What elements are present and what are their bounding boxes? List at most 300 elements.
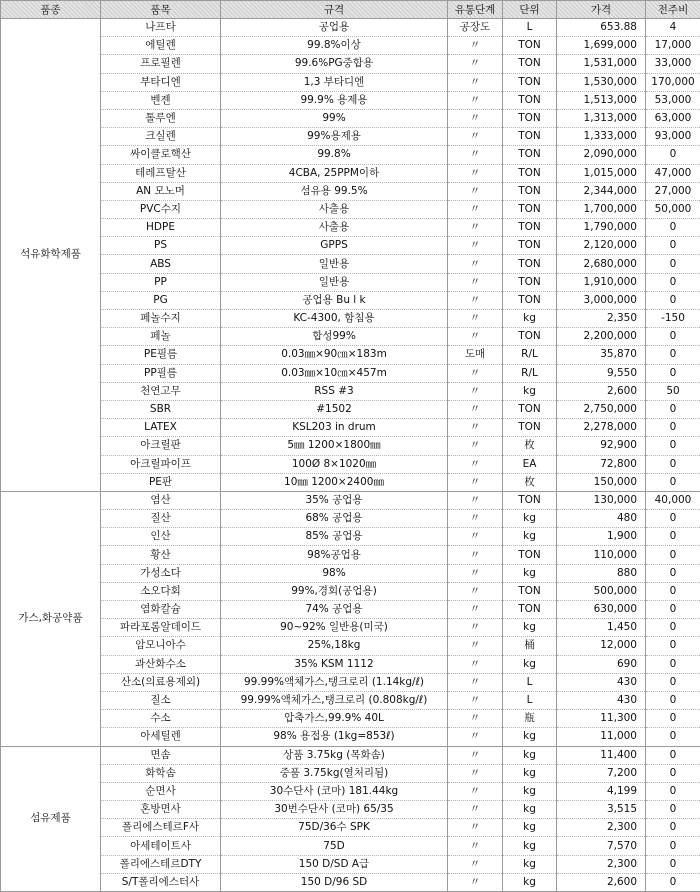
distribution-stage-cell: 〃	[448, 219, 503, 237]
spec-cell: 85% 공업용	[221, 528, 448, 546]
spec-cell: KC-4300, 함침용	[221, 310, 448, 328]
table-row	[1, 273, 700, 291]
table-row	[1, 346, 700, 364]
weekly-change-cell: -150	[646, 310, 700, 328]
distribution-stage-cell: 〃	[448, 837, 503, 855]
price-cell: 130,000	[557, 491, 646, 509]
weekly-change-cell: 0	[646, 582, 700, 600]
unit-cell: TON	[503, 200, 557, 218]
price-cell: 430	[557, 691, 646, 709]
item-name-cell: 아세틸렌	[101, 728, 221, 746]
distribution-stage-cell: 〃	[448, 801, 503, 819]
header-distribution-stage: 유통단계	[448, 1, 503, 19]
price-cell: 1,513,000	[557, 91, 646, 109]
weekly-change-cell: 0	[646, 510, 700, 528]
table-row	[1, 200, 700, 218]
spec-cell: 68% 공업용	[221, 510, 448, 528]
item-name-cell: 페놀수지	[101, 310, 221, 328]
distribution-stage-cell: 〃	[448, 673, 503, 691]
unit-cell: TON	[503, 255, 557, 273]
item-name-cell: 산소(의료용제외)	[101, 673, 221, 691]
distribution-stage-cell: 〃	[448, 182, 503, 200]
item-name-cell: 에틸렌	[101, 37, 221, 55]
weekly-change-cell: 50,000	[646, 200, 700, 218]
spec-cell: 150 D/96 SD	[221, 873, 448, 891]
weekly-change-cell: 0	[646, 655, 700, 673]
item-name-cell: 염산	[101, 491, 221, 509]
unit-cell: TON	[503, 73, 557, 91]
distribution-stage-cell: 〃	[448, 746, 503, 764]
unit-cell: kg	[503, 782, 557, 800]
table-row	[1, 109, 700, 127]
weekly-change-cell: 0	[646, 601, 700, 619]
item-name-cell: 가성소다	[101, 564, 221, 582]
unit-cell: TON	[503, 491, 557, 509]
item-name-cell: 아크릴판	[101, 437, 221, 455]
table-row	[1, 855, 700, 873]
price-cell: 2,090,000	[557, 146, 646, 164]
spec-cell: KSL203 in drum	[221, 419, 448, 437]
unit-cell: kg	[503, 510, 557, 528]
weekly-change-cell: 0	[646, 873, 700, 891]
weekly-change-cell: 53,000	[646, 91, 700, 109]
distribution-stage-cell: 〃	[448, 310, 503, 328]
distribution-stage-cell: 〃	[448, 728, 503, 746]
distribution-stage-cell: 〃	[448, 128, 503, 146]
weekly-change-cell: 0	[646, 455, 700, 473]
price-cell: 2,600	[557, 873, 646, 891]
unit-cell: TON	[503, 146, 557, 164]
item-name-cell: 부타디엔	[101, 73, 221, 91]
spec-cell: 99.9% 용제용	[221, 91, 448, 109]
weekly-change-cell: 4	[646, 19, 700, 37]
spec-cell: 공업용	[221, 19, 448, 37]
spec-cell: #1502	[221, 400, 448, 418]
spec-cell: 상품 3.75kg (목화솜)	[221, 746, 448, 764]
distribution-stage-cell: 도매	[448, 346, 503, 364]
price-cell: 1,699,000	[557, 37, 646, 55]
table-row	[1, 473, 700, 491]
weekly-change-cell: 0	[646, 237, 700, 255]
table-row	[1, 637, 700, 655]
distribution-stage-cell: 〃	[448, 637, 503, 655]
price-cell: 2,300	[557, 819, 646, 837]
price-cell: 7,570	[557, 837, 646, 855]
weekly-change-cell: 0	[646, 328, 700, 346]
price-cell: 2,200,000	[557, 328, 646, 346]
distribution-stage-cell: 〃	[448, 164, 503, 182]
price-cell: 2,680,000	[557, 255, 646, 273]
unit-cell: TON	[503, 109, 557, 127]
item-name-cell: 면솜	[101, 746, 221, 764]
distribution-stage-cell: 〃	[448, 764, 503, 782]
spec-cell: 1,3 부타디엔	[221, 73, 448, 91]
price-cell: 1,313,000	[557, 109, 646, 127]
distribution-stage-cell: 〃	[448, 382, 503, 400]
weekly-change-cell: 50	[646, 382, 700, 400]
price-cell: 2,344,000	[557, 182, 646, 200]
spec-cell: 99%	[221, 109, 448, 127]
table-row	[1, 564, 700, 582]
item-name-cell: 싸이클로핵산	[101, 146, 221, 164]
spec-cell: 일반용	[221, 255, 448, 273]
price-cell: 2,750,000	[557, 400, 646, 418]
item-name-cell: 혼방면사	[101, 801, 221, 819]
item-name-cell: PE필름	[101, 346, 221, 364]
unit-cell: TON	[503, 55, 557, 73]
weekly-change-cell: 0	[646, 764, 700, 782]
table-header-row	[1, 1, 700, 19]
item-name-cell: 페놀	[101, 328, 221, 346]
spec-cell: 합성99%	[221, 328, 448, 346]
item-name-cell: PP	[101, 273, 221, 291]
spec-cell: 90~92% 일반용(미국)	[221, 619, 448, 637]
unit-cell: R/L	[503, 364, 557, 382]
price-cell: 3,000,000	[557, 291, 646, 309]
item-name-cell: LATEX	[101, 419, 221, 437]
weekly-change-cell: 0	[646, 346, 700, 364]
price-cell: 11,000	[557, 728, 646, 746]
price-cell: 2,600	[557, 382, 646, 400]
unit-cell: TON	[503, 273, 557, 291]
item-name-cell: 파라포롬알데이드	[101, 619, 221, 637]
weekly-change-cell: 93,000	[646, 128, 700, 146]
unit-cell: kg	[503, 310, 557, 328]
unit-cell: kg	[503, 764, 557, 782]
price-cell: 72,800	[557, 455, 646, 473]
table-row	[1, 128, 700, 146]
item-name-cell: 폴리에스테르DTY	[101, 855, 221, 873]
table-row	[1, 746, 700, 764]
weekly-change-cell: 0	[646, 619, 700, 637]
spec-cell: 중품 3.75kg(열처리됨)	[221, 764, 448, 782]
unit-cell: TON	[503, 582, 557, 600]
unit-cell: kg	[503, 873, 557, 891]
price-cell: 430	[557, 673, 646, 691]
table-row	[1, 455, 700, 473]
item-name-cell: HDPE	[101, 219, 221, 237]
spec-cell: 98% 용접용 (1kg=853ℓ)	[221, 728, 448, 746]
spec-cell: 99.8%	[221, 146, 448, 164]
spec-cell: 99.99%액체가스,탱크로리 (0.808kg/ℓ)	[221, 691, 448, 709]
table-body	[1, 19, 700, 892]
item-name-cell: 벤젠	[101, 91, 221, 109]
table-row	[1, 619, 700, 637]
table-row	[1, 873, 700, 891]
item-name-cell: 천연고무	[101, 382, 221, 400]
spec-cell: 30수단사 (코마) 181.44kg	[221, 782, 448, 800]
weekly-change-cell: 0	[646, 364, 700, 382]
unit-cell: kg	[503, 382, 557, 400]
distribution-stage-cell: 〃	[448, 400, 503, 418]
weekly-change-cell: 0	[646, 437, 700, 455]
unit-cell: kg	[503, 528, 557, 546]
price-cell: 2,120,000	[557, 237, 646, 255]
table-row	[1, 764, 700, 782]
unit-cell: R/L	[503, 346, 557, 364]
table-row	[1, 528, 700, 546]
item-name-cell: AN 모노머	[101, 182, 221, 200]
unit-cell: TON	[503, 219, 557, 237]
header-weekly-change: 전주비	[646, 1, 700, 19]
header-category: 품종	[1, 1, 101, 19]
unit-cell: 枚	[503, 473, 557, 491]
table-row	[1, 237, 700, 255]
spec-cell: GPPS	[221, 237, 448, 255]
item-name-cell: 황산	[101, 546, 221, 564]
category-cell: 가스,화공약품	[1, 491, 101, 746]
unit-cell: kg	[503, 819, 557, 837]
item-name-cell: 질산	[101, 510, 221, 528]
item-name-cell: 인산	[101, 528, 221, 546]
weekly-change-cell: 0	[646, 746, 700, 764]
item-name-cell: SBR	[101, 400, 221, 418]
weekly-change-cell: 0	[646, 728, 700, 746]
unit-cell: kg	[503, 619, 557, 637]
item-name-cell: 아세테이트사	[101, 837, 221, 855]
unit-cell: 枚	[503, 437, 557, 455]
table-row	[1, 491, 700, 509]
item-name-cell: 테레프탈산	[101, 164, 221, 182]
item-name-cell: PE판	[101, 473, 221, 491]
unit-cell: L	[503, 691, 557, 709]
table-row	[1, 419, 700, 437]
unit-cell: L	[503, 673, 557, 691]
table-row	[1, 291, 700, 309]
item-name-cell: ABS	[101, 255, 221, 273]
distribution-stage-cell: 〃	[448, 873, 503, 891]
spec-cell: 0.03㎜×90㎝×183m	[221, 346, 448, 364]
item-name-cell: PS	[101, 237, 221, 255]
spec-cell: 75D	[221, 837, 448, 855]
unit-cell: TON	[503, 291, 557, 309]
table-row	[1, 37, 700, 55]
table-row	[1, 364, 700, 382]
price-cell: 92,900	[557, 437, 646, 455]
weekly-change-cell: 0	[646, 855, 700, 873]
table-row	[1, 819, 700, 837]
category-cell: 섬유제품	[1, 746, 101, 892]
weekly-change-cell: 0	[646, 473, 700, 491]
spec-cell: 98%	[221, 564, 448, 582]
table-row	[1, 219, 700, 237]
table-row	[1, 146, 700, 164]
distribution-stage-cell: 〃	[448, 782, 503, 800]
item-name-cell: 소오다회	[101, 582, 221, 600]
price-cell: 1,531,000	[557, 55, 646, 73]
price-cell: 480	[557, 510, 646, 528]
weekly-change-cell: 0	[646, 564, 700, 582]
distribution-stage-cell: 〃	[448, 491, 503, 509]
distribution-stage-cell: 〃	[448, 564, 503, 582]
header-spec: 규격	[221, 1, 448, 19]
table-row	[1, 437, 700, 455]
unit-cell: kg	[503, 746, 557, 764]
price-cell: 1,790,000	[557, 219, 646, 237]
table-row	[1, 310, 700, 328]
unit-cell: kg	[503, 855, 557, 873]
price-cell: 1,015,000	[557, 164, 646, 182]
distribution-stage-cell: 〃	[448, 710, 503, 728]
distribution-stage-cell: 〃	[448, 655, 503, 673]
distribution-stage-cell: 〃	[448, 37, 503, 55]
weekly-change-cell: 0	[646, 400, 700, 418]
table-row	[1, 728, 700, 746]
spec-cell: 30번수단사 (코마) 65/35	[221, 801, 448, 819]
table-row	[1, 655, 700, 673]
spec-cell: 75D/36수 SPK	[221, 819, 448, 837]
distribution-stage-cell: 〃	[448, 510, 503, 528]
weekly-change-cell: 0	[646, 837, 700, 855]
table-row	[1, 837, 700, 855]
table-row	[1, 400, 700, 418]
category-cell: 석유화학제품	[1, 19, 101, 492]
unit-cell: TON	[503, 37, 557, 55]
spec-cell: 98%공업용	[221, 546, 448, 564]
distribution-stage-cell: 〃	[448, 419, 503, 437]
spec-cell: 25%,18kg	[221, 637, 448, 655]
unit-cell: 桶	[503, 637, 557, 655]
weekly-change-cell: 33,000	[646, 55, 700, 73]
item-name-cell: 순면사	[101, 782, 221, 800]
spec-cell: 99.6%PG중합용	[221, 55, 448, 73]
weekly-change-cell: 0	[646, 146, 700, 164]
unit-cell: TON	[503, 328, 557, 346]
weekly-change-cell: 0	[646, 691, 700, 709]
weekly-change-cell: 0	[646, 819, 700, 837]
table-row	[1, 382, 700, 400]
table-row	[1, 710, 700, 728]
unit-cell: TON	[503, 91, 557, 109]
unit-cell: TON	[503, 601, 557, 619]
weekly-change-cell: 27,000	[646, 182, 700, 200]
distribution-stage-cell: 〃	[448, 437, 503, 455]
price-cell: 7,200	[557, 764, 646, 782]
price-cell: 1,900	[557, 528, 646, 546]
item-name-cell: 과산화수소	[101, 655, 221, 673]
spec-cell: 35% 공업용	[221, 491, 448, 509]
weekly-change-cell: 0	[646, 528, 700, 546]
table-row	[1, 601, 700, 619]
item-name-cell: 질소	[101, 691, 221, 709]
weekly-change-cell: 63,000	[646, 109, 700, 127]
distribution-stage-cell: 〃	[448, 819, 503, 837]
price-cell: 500,000	[557, 582, 646, 600]
price-cell: 2,300	[557, 855, 646, 873]
weekly-change-cell: 0	[646, 219, 700, 237]
unit-cell: L	[503, 19, 557, 37]
price-cell: 630,000	[557, 601, 646, 619]
price-cell: 4,199	[557, 782, 646, 800]
weekly-change-cell: 0	[646, 419, 700, 437]
distribution-stage-cell: 〃	[448, 73, 503, 91]
unit-cell: TON	[503, 237, 557, 255]
item-name-cell: 염화칼슘	[101, 601, 221, 619]
table-row	[1, 255, 700, 273]
item-name-cell: PVC수지	[101, 200, 221, 218]
item-name-cell: 폴리에스테르F사	[101, 819, 221, 837]
price-cell: 2,278,000	[557, 419, 646, 437]
spec-cell: 사출용	[221, 219, 448, 237]
price-cell: 2,350	[557, 310, 646, 328]
weekly-change-cell: 0	[646, 801, 700, 819]
price-cell: 1,910,000	[557, 273, 646, 291]
table-row	[1, 164, 700, 182]
distribution-stage-cell: 〃	[448, 364, 503, 382]
spec-cell: 0.03㎜×10㎝×457m	[221, 364, 448, 382]
unit-cell: kg	[503, 655, 557, 673]
unit-cell: kg	[503, 837, 557, 855]
weekly-change-cell: 40,000	[646, 491, 700, 509]
weekly-change-cell: 170,000	[646, 73, 700, 91]
spec-cell: 150 D/SD A급	[221, 855, 448, 873]
distribution-stage-cell: 〃	[448, 55, 503, 73]
spec-cell: 99.8%이상	[221, 37, 448, 55]
price-cell: 35,870	[557, 346, 646, 364]
unit-cell: kg	[503, 564, 557, 582]
distribution-stage-cell: 〃	[448, 237, 503, 255]
distribution-stage-cell: 〃	[448, 91, 503, 109]
item-name-cell: 톨루엔	[101, 109, 221, 127]
spec-cell: 35% KSM 1112	[221, 655, 448, 673]
table-row	[1, 582, 700, 600]
spec-cell: 99.99%액체가스,탱크로리 (1.14kg/ℓ)	[221, 673, 448, 691]
header-price: 가격	[557, 1, 646, 19]
header-unit: 단위	[503, 1, 557, 19]
table-row	[1, 546, 700, 564]
table-row	[1, 510, 700, 528]
price-cell: 150,000	[557, 473, 646, 491]
item-name-cell: 아크릴파이프	[101, 455, 221, 473]
unit-cell: EA	[503, 455, 557, 473]
weekly-change-cell: 17,000	[646, 37, 700, 55]
item-name-cell: S/T폴리에스터사	[101, 873, 221, 891]
distribution-stage-cell: 〃	[448, 455, 503, 473]
spec-cell: 섬유용 99.5%	[221, 182, 448, 200]
table-row	[1, 91, 700, 109]
distribution-stage-cell: 〃	[448, 109, 503, 127]
price-cell: 11,300	[557, 710, 646, 728]
distribution-stage-cell: 〃	[448, 619, 503, 637]
weekly-change-cell: 47,000	[646, 164, 700, 182]
unit-cell: kg	[503, 801, 557, 819]
price-cell: 12,000	[557, 637, 646, 655]
weekly-change-cell: 0	[646, 637, 700, 655]
table-row	[1, 691, 700, 709]
price-cell: 3,515	[557, 801, 646, 819]
unit-cell: 瓶	[503, 710, 557, 728]
table-row	[1, 328, 700, 346]
price-cell: 1,450	[557, 619, 646, 637]
distribution-stage-cell: 〃	[448, 255, 503, 273]
price-cell: 1,333,000	[557, 128, 646, 146]
spec-cell: 99%용제용	[221, 128, 448, 146]
item-name-cell: PG	[101, 291, 221, 309]
price-cell: 653.88	[557, 19, 646, 37]
unit-cell: TON	[503, 128, 557, 146]
weekly-change-cell: 0	[646, 782, 700, 800]
spec-cell: 74% 공업용	[221, 601, 448, 619]
unit-cell: TON	[503, 419, 557, 437]
spec-cell: 4CBA, 25PPM이하	[221, 164, 448, 182]
distribution-stage-cell: 〃	[448, 546, 503, 564]
unit-cell: kg	[503, 728, 557, 746]
item-name-cell: 프로필렌	[101, 55, 221, 73]
item-name-cell: PP필름	[101, 364, 221, 382]
distribution-stage-cell: 〃	[448, 582, 503, 600]
distribution-stage-cell: 공장도	[448, 19, 503, 37]
distribution-stage-cell: 〃	[448, 200, 503, 218]
